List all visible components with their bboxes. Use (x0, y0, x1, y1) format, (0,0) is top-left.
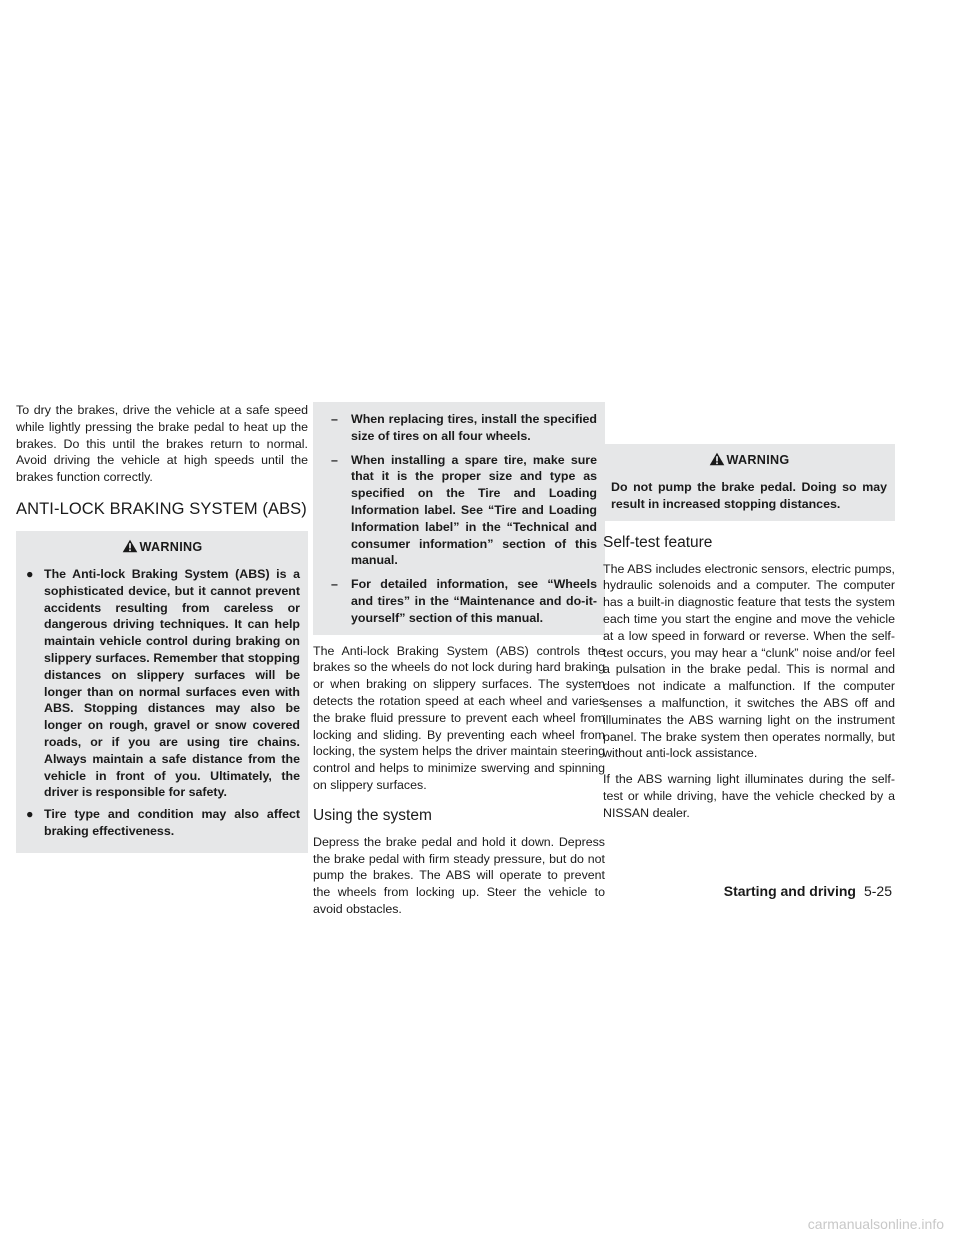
warning-bullet-text: Tire type and condition may also affect braking effectiveness. (44, 807, 300, 838)
column-middle (313, 402, 605, 927)
warning-text: Do not pump the brake pedal. Doing so may result in increased stopping distances. (611, 480, 887, 511)
warning-title: WARNING (726, 453, 790, 467)
warning-dash-text: When replacing tires, install the specified size of tires on all four wheels. (351, 412, 597, 443)
dash-marker: – (331, 412, 338, 426)
bullet-icon: ● (26, 807, 34, 822)
warning-triangle-icon (122, 539, 138, 557)
using-system-heading: Using the system (313, 806, 432, 824)
warning-bullet (24, 806, 300, 840)
warning-box-continued (313, 402, 605, 635)
using-system-paragraph: Depress the brake pedal and hold it down. Depress the brake pedal with firm steady pressure, but do not pump the brakes. The ABS will operate to prevent the wheels from locking up. Steer the vehicle to avoid obstacles. (313, 834, 605, 916)
watermark: carmanualsonline.info (807, 1216, 944, 1232)
warning-dash-item (321, 411, 597, 445)
warning-box-abs (16, 531, 308, 853)
abs-heading: ANTI-LOCK BRAKING SYSTEM (ABS) (16, 499, 307, 518)
warning-triangle-icon (709, 452, 725, 470)
dash-marker: – (331, 577, 338, 592)
intro-paragraph: To dry the brakes, drive the vehicle at a safe speed while lightly pressing the brake pedal to heat up the brakes. Do this until the brakes return to normal. Avoid driving the vehicle at high speeds until the brakes function correctly. (16, 403, 308, 485)
self-test-paragraph-2: If the ABS warning light illuminates during the self-test or while driving, have the vehicle checked by a NISSAN dealer. (603, 772, 895, 820)
abs-description-paragraph: The Anti-lock Braking System (ABS) controls the brakes so the wheels do not lock during hard braking or when braking on slippery surfaces. The system detects the rotation speed at each wheel and varies the brake fluid pressure to prevent each wheel from locking and sliding. By preventing each wheel from locking, the system helps the driver maintain steering control and helps to minimize swerving and spinning on slippery surfaces. (313, 643, 605, 792)
column-left (16, 402, 308, 861)
page-number: 5-25 (863, 883, 892, 899)
warning-bullet-text: The Anti-lock Braking System (ABS) is a sophisticated device, but it cannot prevent accidents resulting from careless or dangerous driving techniques. It can help maintain vehicle control during braking on slippery surfaces. Remember that stopping distances on slippery surfaces will be longer than on normal surfaces even with ABS. Stopping distances may also be longer on rough, gravel or snow covered roads, or if you are using tire chains. Always maintain a safe distance from the vehicle in front of you. Ultimately, the driver is responsible for safety. (44, 566, 300, 800)
warning-header (611, 452, 887, 470)
warning-dash-text: When installing a spare tire, make sure that it is the proper size and type as specified on the Tire and Loading Information label. See “Tire and Loading Information label” in the “Technical and consumer information” section of this manual. (351, 452, 597, 568)
warning-bullet (24, 566, 300, 801)
self-test-heading: Self-test feature (603, 533, 713, 551)
warning-dash-item (321, 576, 597, 626)
self-test-paragraph: The ABS includes electronic sensors, electric pumps, hydraulic solenoids and a computer. The computer has a built-in diagnostic feature that tests the system each time you start the engine and move the vehicle at a low speed in forward or reverse. When the self-test occurs, you may hear a “clunk” noise and/or feel a pulsation in the brake pedal. This is normal and does not indicate a malfunction. If the computer senses a malfunction, it switches the ABS off and illuminates the ABS warning light on the instrument panel. The brake system then operates normally, but without anti-lock assistance. (603, 561, 895, 761)
warning-header (24, 539, 300, 557)
warning-dash-text: For detailed information, see “Wheels and tires” in the “Maintenance and do-it-yourself” section of this manual. (351, 577, 597, 625)
column-right (603, 444, 895, 831)
bullet-icon: ● (26, 566, 34, 581)
warning-dash-item (321, 452, 597, 570)
warning-title: WARNING (139, 539, 203, 554)
warning-box-pump (603, 444, 895, 521)
footer-section-title: Starting and driving (723, 883, 856, 899)
page-footer (724, 882, 892, 900)
dash-marker: – (331, 452, 338, 467)
